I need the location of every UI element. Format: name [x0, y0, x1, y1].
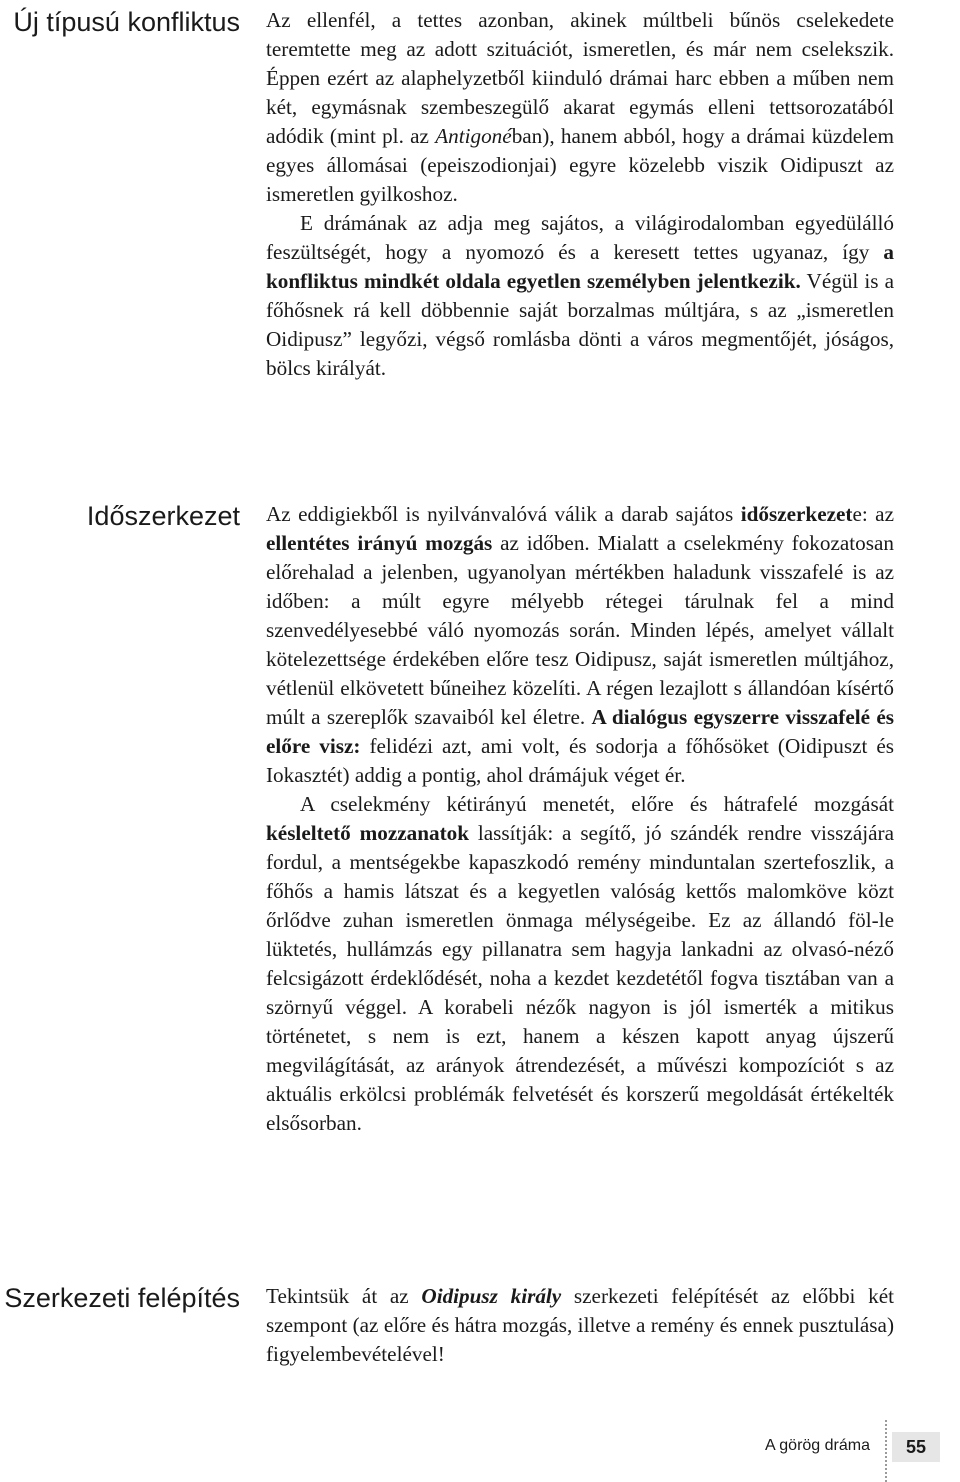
section-body	[266, 6, 894, 383]
paragraph	[266, 6, 894, 209]
italic-title: Antigoné	[435, 124, 512, 148]
paragraph	[266, 500, 894, 790]
text-run: e: az	[852, 502, 894, 526]
text-run: Az ellenfél, a tettes azonban, akinek múltbeli bűnös cselekedete teremtette meg az adott szituációt, ismeretlen, és már nem cselekszik. Éppen ezért az alaphelyzetből kiinduló drámai harc ebben a műben nem két, egymásnak szembeszegülő akarat egymás elleni tettsorozatából adódik (mint pl. az	[266, 8, 894, 148]
text-run: lassítják: a segítő, jó szándék rendre visszájára fordul, a mentségekbe kapaszkodó remény minduntalan szertefoszlik, a főhős a hamis látszat és a kegyetlen valóság kettős malomköve közt őrlődve zuhan ismeretlen önmaga mélységeibe. Ez az állandó föl-le lüktetés, hullámzás egy pillanatra sem hagyja lankadni az olvasó-néző felcsigázott érdeklődését, noha a kezdet kezdetétől fogva tisztában van a szörnyű véggel. A korabeli nézők nagyon is jól ismerték a mitikus történetet, s nem is ezt, hanem a készen kapott anyag újszerű megvilágítását, az arányok átrendezését, a művészi kompozíciót s az aktuális erkölcsi problémák felvetését és korszerű megoldását értékelték elsősorban.	[266, 821, 894, 1135]
section-body	[266, 500, 894, 1138]
page-footer	[0, 1420, 960, 1482]
side-heading: Időszerkezet	[86, 501, 240, 531]
paragraph	[266, 209, 894, 383]
side-heading: Új típusú konfliktus	[13, 7, 240, 37]
bold-emphasis: időszerkezet	[740, 502, 853, 526]
bold-emphasis: késleltető mozzanatok	[266, 821, 470, 845]
text-run: Tekintsük át az	[266, 1284, 422, 1308]
paragraph	[266, 1282, 894, 1369]
running-title: A görög dráma	[765, 1437, 870, 1454]
text-run: felidézi azt, ami volt, és sodorja a főhősöket (Oidipuszt és Iokasztét) addig a pontig, ahol drámájuk véget ér.	[266, 734, 894, 787]
bold-emphasis: A dialógus egyszerre visszafelé és előre visz:	[266, 705, 895, 758]
side-heading: Szerkezeti felépítés	[4, 1283, 240, 1313]
text-run: A cselekmény kétirányú menetét, előre és hátrafelé mozgását	[300, 792, 894, 816]
text-run: ban), hanem abból, hogy a drámai küzdelem egyes állomásai (epeiszodionjai) egyre közelebb viszik Oidipuszt az ismeretlen gyilkoshoz.	[266, 124, 894, 206]
text-run: Végül is a főhősnek rá kell döbbennie saját borzalmas múltjára, s az „ismeretlen Oidipusz” legyőzi, végső romlásba dönti a város megmentőjét, jóságos, bölcs királyát.	[266, 269, 895, 380]
text-run: E drámának az adja meg sajátos, a világirodalomban egyedülálló feszültségét, hogy a nyomozó és a keresett tettes ugyanaz, így	[266, 211, 894, 264]
bold-emphasis: ellentétes irányú mozgás	[266, 531, 493, 555]
bold-emphasis: a konfliktus mindkét oldala egyetlen személyben jelentkezik.	[266, 240, 894, 293]
footer-divider	[885, 1420, 887, 1482]
section-body	[266, 1282, 894, 1369]
page-number: 55	[906, 1437, 927, 1457]
text-run: szerkezeti felépítését az előbbi két szempont (az előre és hátra mozgás, illetve a remény és ennek pusztulása) figyelembevételével!	[266, 1284, 894, 1366]
text-run: az időben. Mialatt a cselekmény fokozatosan előrehalad a jelenben, ugyanolyan mértékben haladunk visszafelé is az időben: a múlt egyre mélyebb rétegei tárulnak fel a mind szenvedélyesebbé váló nyomozás során. Minden lépés, amelyet vállalt kötelezettsége érdekében előre tesz Oidipusz, saját ismeretlen múltjához, vétlenül elkövetett bűneihez közelíti. A régen lezajlott s állandóan kísértő múlt a szereplők szavaiból kel életre.	[266, 531, 895, 729]
paragraph	[266, 790, 894, 1138]
bold-italic-title: Oidipusz király	[421, 1284, 562, 1308]
text-run: Az eddigiekből is nyilvánvalóvá válik a darab sajátos	[266, 502, 741, 526]
